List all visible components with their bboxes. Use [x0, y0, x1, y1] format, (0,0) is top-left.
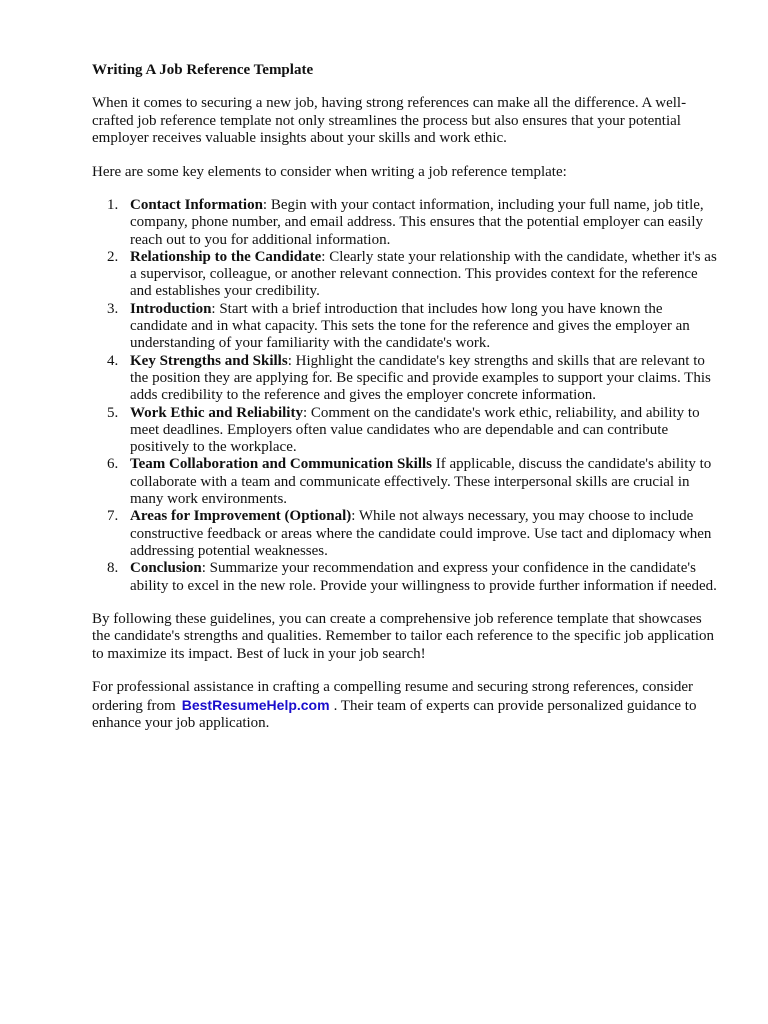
cta-text-after: . Their team of experts can provide personalized guidance to enhance your job application.	[92, 697, 697, 732]
list-item-term: Work Ethic and Reliability	[130, 404, 303, 421]
list-item-text: : Highlight the candidate's key strengths and skills that are relevant to the position they are applying for. Be specific and provide examples to support your claims. This adds credibility to the reference and gives the employer concrete information.	[130, 352, 711, 404]
cta-paragraph	[92, 679, 722, 733]
intro-paragraph: When it comes to securing a new job, having strong references can make all the difference. A well-crafted job reference template not only streamlines the process but also ensures that your potential employer receives valuable insights about your skills and work ethic.	[92, 95, 687, 146]
list-item-text: : Comment on the candidate's work ethic, reliability, and ability to meet deadlines. Employers often value candidates who are dependable and can contribute positively to the workplace.	[130, 404, 700, 456]
cta-text-before: For professional assistance in crafting a compelling resume and securing strong references, consider ordering from	[92, 679, 694, 714]
list-item	[92, 301, 722, 353]
list-item	[92, 456, 722, 508]
list-number: 7.	[107, 508, 119, 525]
list-item	[92, 353, 722, 405]
list-item	[92, 560, 722, 595]
list-item-term: Areas for Improvement (Optional)	[130, 508, 352, 525]
list-item-term: Relationship to the Candidate	[130, 248, 322, 265]
list-item-text: : Begin with your contact information, including your full name, job title, company, phone number, and email address. This ensures that the potential employer can easily reach out to you for additional information.	[130, 197, 704, 248]
list-item-text: If applicable, discuss the candidate's ability to collaborate with a team and communicate effectively. These interpersonal skills are crucial in many work environments.	[130, 456, 712, 508]
list-number: 8.	[107, 560, 119, 577]
key-elements-list	[92, 197, 722, 595]
lead-in-paragraph: Here are some key elements to consider when writing a job reference template:	[92, 163, 567, 180]
list-item-text: : Start with a brief introduction that includes how long you have known the candidate and in what capacity. This sets the tone for the reference and gives the employer an understanding of your familiarity with the candidate's work.	[130, 300, 690, 352]
list-item-term: Conclusion	[130, 560, 202, 577]
document-title: Writing A Job Reference Template	[92, 62, 314, 78]
list-number: 4.	[107, 352, 119, 369]
list-item-term: Key Strengths and Skills	[130, 352, 288, 369]
list-number: 3.	[107, 300, 119, 317]
list-number: 2.	[107, 248, 119, 265]
list-item-term: Contact Information	[130, 197, 263, 213]
list-item-term: Introduction	[130, 300, 212, 317]
bestresumehelp-link[interactable]: BestResumeHelp.com	[181, 696, 330, 713]
list-item	[92, 508, 722, 560]
list-item-text: : While not always necessary, you may choose to include constructive feedback or areas where the candidate could improve. Use tact and diplomacy when addressing potential weaknesses.	[130, 508, 712, 559]
list-number: 5.	[107, 404, 119, 421]
list-item	[92, 249, 722, 301]
list-item	[92, 405, 722, 457]
list-item-term: Team Collaboration and Communication Skills	[130, 456, 432, 473]
list-item-text: : Summarize your recommendation and express your confidence in the candidate's ability to excel in the new role. Provide your willingness to provide further information if needed.	[130, 560, 717, 594]
list-number: 6.	[107, 456, 119, 473]
list-item-text: : Clearly state your relationship with the candidate, whether it's as a supervisor, colleague, or another relevant connection. This provides context for the reference and establishes your credibility.	[130, 248, 717, 300]
list-item	[92, 197, 722, 249]
closing-paragraph: By following these guidelines, you can create a comprehensive job reference template that showcases the candidate's strengths and qualities. Remember to tailor each reference to the specific job application to maximize its impact. Best of luck in your job search!	[92, 610, 715, 662]
list-number: 1.	[107, 197, 119, 213]
